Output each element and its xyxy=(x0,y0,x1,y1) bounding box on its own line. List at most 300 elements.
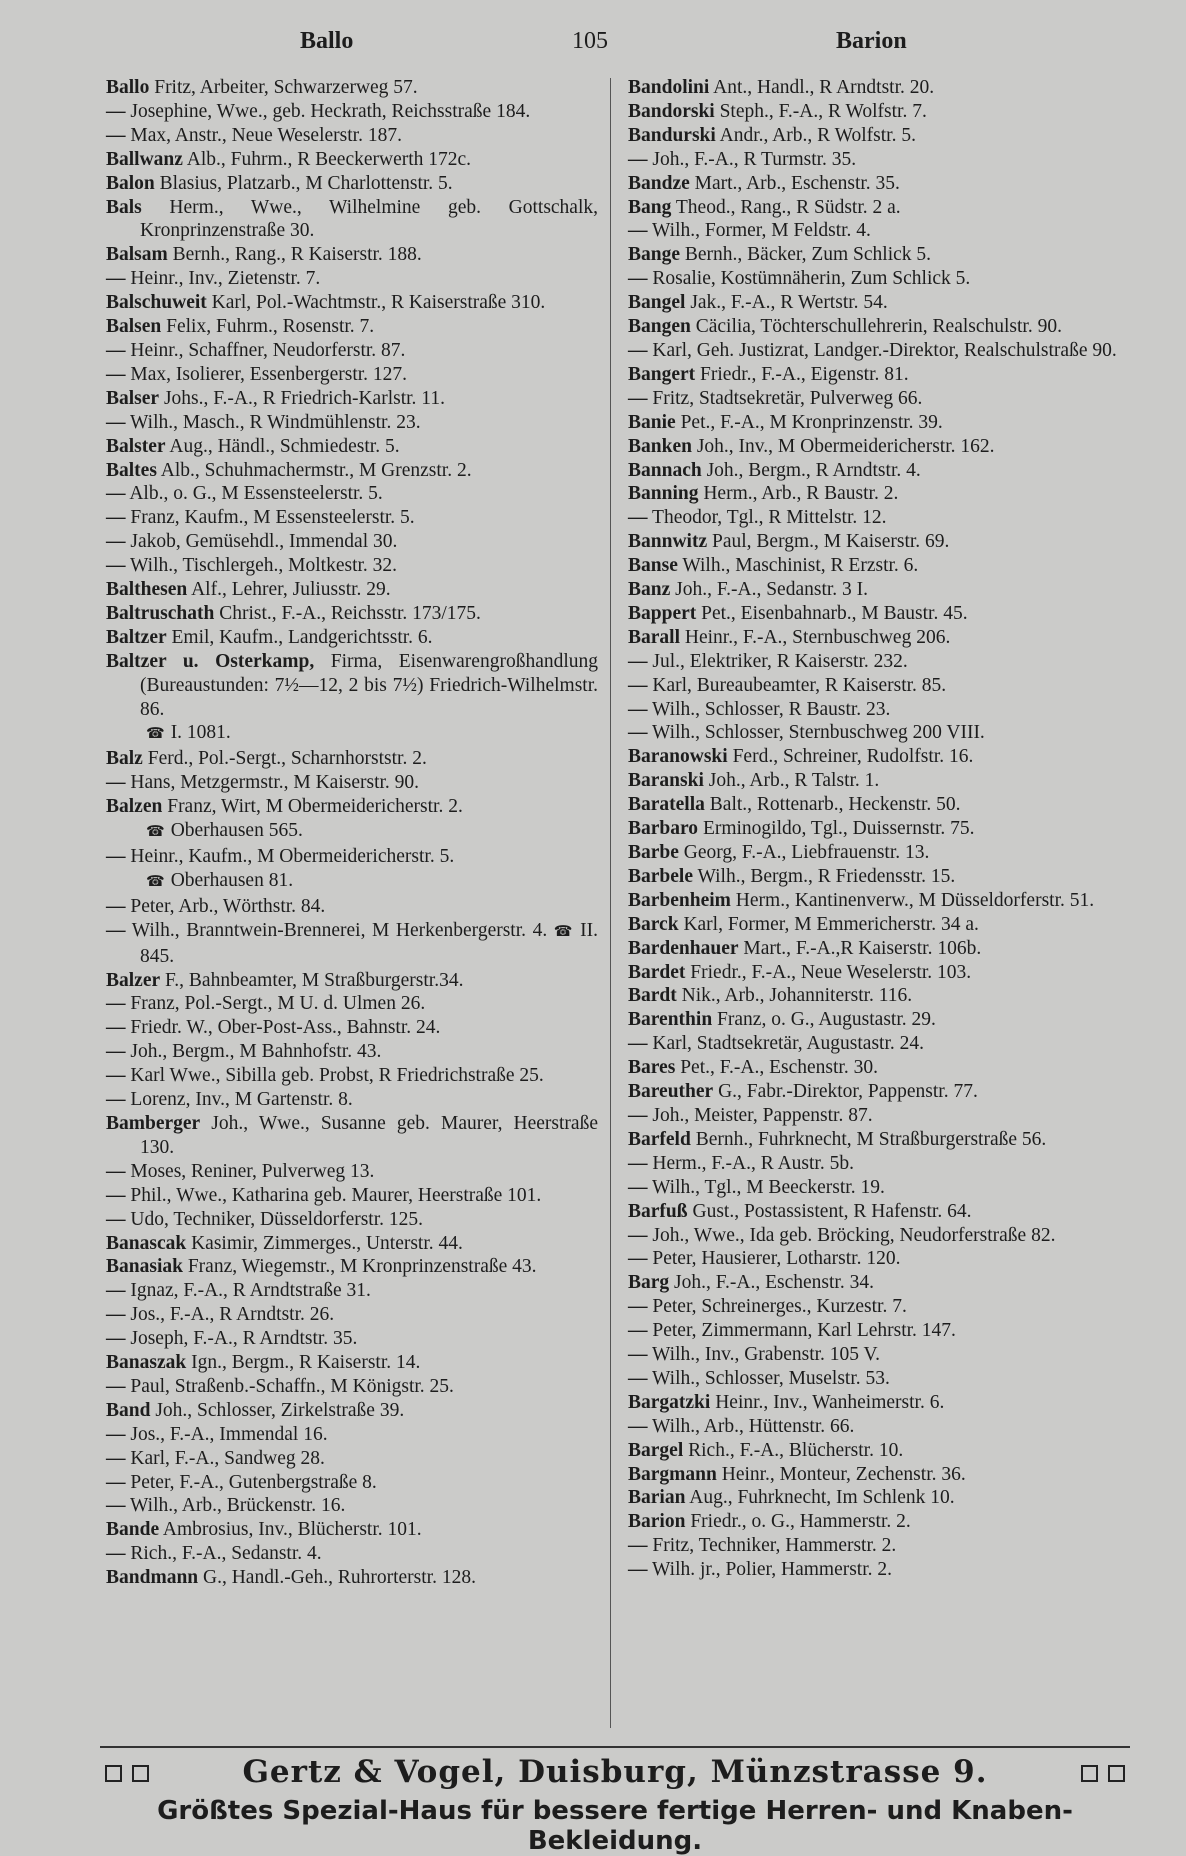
entry-details: Wilh., Schlosser, Sternbuschweg 200 VIII. xyxy=(652,722,985,744)
directory-entry xyxy=(628,721,1120,745)
header-first-entry: Ballo xyxy=(300,28,354,54)
entry-details: Joh., Bergm., M Bahnhofstr. 43. xyxy=(130,1041,382,1063)
entry-details: Paul, Bergm., M Kaiserstr. 69. xyxy=(711,531,950,553)
directory-entry xyxy=(106,1232,598,1256)
directory-entry xyxy=(628,674,1120,698)
entry-details: Karl, Geh. Justizrat, Landger.-Direktor, Realschulstraße 90. xyxy=(652,339,1117,361)
directory-entry xyxy=(106,1088,598,1112)
directory-entry xyxy=(628,506,1120,530)
entry-details: Firma, Eisenwarengroßhandlung (Bureaustunden: 7½—12, 2 bis 7½) Friedrich-Wilhelmstr. 86. xyxy=(140,650,599,720)
entry-surname: Banasiak xyxy=(106,1256,183,1278)
entry-details: Johs., F.-A., R Friedrich-Karlstr. 11. xyxy=(163,387,445,409)
entry-surname: Bardt xyxy=(628,985,677,1007)
entry-details: Max, Anstr., Neue Weselerstr. 187. xyxy=(130,124,402,146)
entry-surname: Bappert xyxy=(628,602,697,624)
entry-surname: Ballwanz xyxy=(106,148,183,170)
entry-details: Herm., Arb., R Baustr. 2. xyxy=(703,483,899,505)
entry-surname: — xyxy=(106,1017,126,1039)
directory-entry xyxy=(628,1056,1120,1080)
entry-surname: Bals xyxy=(106,196,142,218)
entry-surname: Bangen xyxy=(628,316,691,338)
telephone-icon: ☎ xyxy=(146,873,165,890)
directory-entry xyxy=(628,482,1120,506)
entry-surname: — xyxy=(106,1280,126,1302)
directory-entry xyxy=(106,1016,598,1040)
entry-surname: Bardenhauer xyxy=(628,937,739,959)
entry-surname: Bareuther xyxy=(628,1081,714,1103)
directory-entry xyxy=(628,363,1120,387)
entry-surname: Barbenheim xyxy=(628,889,731,911)
box-ornaments-right xyxy=(1076,1754,1130,1790)
directory-entry xyxy=(106,459,598,483)
entry-details: Pet., Eisenbahnarb., M Baustr. 45. xyxy=(701,602,968,624)
phone-number: Oberhausen 81. xyxy=(170,869,294,891)
entry-details: Joseph, F.-A., R Arndtstr. 35. xyxy=(130,1328,358,1350)
entry-details: Lorenz, Inv., M Gartenstr. 8. xyxy=(130,1089,353,1111)
directory-entry xyxy=(106,1160,598,1184)
entry-details: Peter, Zimmermann, Karl Lehrstr. 147. xyxy=(652,1320,956,1342)
directory-entry xyxy=(628,865,1120,889)
directory-entry xyxy=(628,984,1120,1008)
directory-entry xyxy=(628,1295,1120,1319)
entry-details: Wilh., Arb., Hüttenstr. 66. xyxy=(652,1415,855,1437)
entry-details: Bernh., Bäcker, Zum Schlick 5. xyxy=(684,244,932,266)
entry-details: Heinr., Kaufm., M Obermeidericherstr. 5. xyxy=(130,846,455,867)
entry-surname: Band xyxy=(106,1399,151,1421)
directory-entry xyxy=(628,1032,1120,1056)
entry-surname: Bandze xyxy=(628,172,690,194)
entry-details: Joh., Wwe., Susanne geb. Maurer, Heerstraße 130. xyxy=(140,1112,598,1158)
entry-surname: — xyxy=(106,100,126,122)
directory-entry xyxy=(106,148,598,172)
directory-entry xyxy=(628,172,1120,196)
entry-surname: Bangert xyxy=(628,363,696,385)
directory-entry xyxy=(628,602,1120,626)
directory-entry xyxy=(628,1080,1120,1104)
entry-details: Jos., F.-A., R Arndtstr. 26. xyxy=(130,1304,335,1326)
directory-entry xyxy=(106,124,598,148)
entry-details: Jul., Elektriker, R Kaiserstr. 232. xyxy=(652,650,908,672)
entry-surname: Balthesen xyxy=(106,579,188,601)
box-ornaments-left xyxy=(100,1754,154,1790)
entry-details: Friedr., F.-A., Eigenstr. 81. xyxy=(700,363,909,385)
entry-surname: — xyxy=(628,507,648,529)
entry-surname: — xyxy=(106,1471,126,1493)
directory-entry xyxy=(106,919,598,969)
entry-details: Emil, Kaufm., Landgerichtsstr. 6. xyxy=(171,626,433,648)
entry-surname: Bargatzki xyxy=(628,1391,711,1413)
entry-details: Herm., Wwe., Wilhelmine geb. Gottschalk, Kronprinzenstraße 30. xyxy=(140,196,599,242)
entry-details: Franz, Wiegemstr., M Kronprinzenstraße 43. xyxy=(187,1256,537,1278)
directory-entry xyxy=(628,889,1120,913)
entry-details: Franz, Pol.-Sergt., M U. d. Ulmen 26. xyxy=(130,993,426,1015)
entry-surname: — xyxy=(106,1423,126,1445)
entry-surname: Banaszak xyxy=(106,1352,187,1374)
column-divider xyxy=(610,78,611,1728)
entry-details: Karl, Bureaubeamter, R Kaiserstr. 85. xyxy=(652,674,947,696)
entry-surname: — xyxy=(106,1375,126,1397)
right-column xyxy=(628,76,1120,1582)
phone-line xyxy=(106,869,598,895)
directory-entry xyxy=(106,1208,598,1232)
entry-surname: — xyxy=(106,993,126,1015)
directory-entry xyxy=(628,243,1120,267)
entry-surname: — xyxy=(106,124,126,146)
directory-entry xyxy=(628,1008,1120,1032)
directory-entry xyxy=(106,196,598,244)
entry-details: Peter, Schreinerges., Kurzestr. 7. xyxy=(652,1296,907,1318)
directory-entry xyxy=(628,913,1120,937)
directory-entry xyxy=(106,1064,598,1088)
directory-entry xyxy=(628,793,1120,817)
directory-entry xyxy=(628,650,1120,674)
directory-entry xyxy=(106,315,598,339)
entry-surname: Bandolini xyxy=(628,77,710,98)
entry-surname: — xyxy=(106,1543,126,1565)
entry-surname: — xyxy=(628,1224,648,1246)
entry-surname: Baranski xyxy=(628,770,704,792)
entry-surname: Barian xyxy=(628,1487,686,1509)
entry-surname: — xyxy=(106,846,126,867)
directory-entry xyxy=(106,411,598,435)
directory-entry xyxy=(106,554,598,578)
entry-details: Karl, Pol.-Wachtmstr., R Kaiserstraße 310. xyxy=(211,292,546,314)
directory-entry xyxy=(628,411,1120,435)
directory-entry xyxy=(106,530,598,554)
directory-entry xyxy=(106,1327,598,1351)
directory-entry xyxy=(106,100,598,124)
entry-details: Pet., F.-A., Eschenstr. 30. xyxy=(680,1057,878,1079)
page-header xyxy=(0,22,1186,62)
entry-details: Joh., Schlosser, Zirkelstraße 39. xyxy=(155,1399,405,1421)
directory-entry xyxy=(106,771,598,795)
entry-surname: — xyxy=(106,1447,126,1469)
directory-entry xyxy=(628,1247,1120,1271)
entry-details: Georg, F.-A., Liebfrauenstr. 13. xyxy=(683,842,930,863)
directory-entry xyxy=(628,1200,1120,1224)
entry-details: Fritz, Stadtsekretär, Pulverweg 66. xyxy=(652,387,923,409)
entry-surname: Baltes xyxy=(106,459,157,481)
entry-surname: — xyxy=(628,1415,648,1437)
directory-entry xyxy=(106,1112,598,1160)
directory-entry xyxy=(106,747,598,771)
directory-entry xyxy=(106,1494,598,1518)
directory-entry xyxy=(106,1542,598,1566)
entry-surname: Bares xyxy=(628,1057,676,1079)
entry-surname: — xyxy=(628,387,648,409)
entry-surname: Banz xyxy=(628,579,671,601)
entry-surname: Banse xyxy=(628,555,678,577)
entry-surname: Banascak xyxy=(106,1232,187,1254)
phone-number: II. 845. xyxy=(140,919,599,967)
entry-surname: — xyxy=(106,411,126,433)
entry-details: Karl, F.-A., Sandweg 28. xyxy=(130,1447,325,1469)
entry-surname: Bangel xyxy=(628,292,686,314)
entry-surname: — xyxy=(106,531,126,553)
entry-surname: Baratella xyxy=(628,794,705,816)
entry-details: Joh., F.-A., Eschenstr. 34. xyxy=(674,1272,874,1294)
directory-entry xyxy=(106,969,598,993)
entry-surname: Barbaro xyxy=(628,818,699,840)
entry-details: Mart., Arb., Eschenstr. 35. xyxy=(694,172,900,194)
entry-details: Alb., Schuhmachermstr., M Grenzstr. 2. xyxy=(160,459,472,481)
entry-surname: Ballo xyxy=(106,77,150,98)
entry-details: Friedr. W., Ober-Post-Ass., Bahnstr. 24. xyxy=(130,1017,441,1039)
directory-entry xyxy=(106,1566,598,1590)
entry-surname: — xyxy=(106,1065,126,1087)
entry-surname: Baranowski xyxy=(628,746,728,768)
entry-details: Peter, Hausierer, Lotharstr. 120. xyxy=(652,1248,901,1270)
entry-surname: Barfeld xyxy=(628,1128,691,1150)
entry-surname: — xyxy=(628,698,648,720)
entry-surname: — xyxy=(106,772,126,794)
entry-surname: — xyxy=(628,1344,648,1366)
phone-line xyxy=(106,819,598,845)
entry-details: Gust., Postassistent, R Hafenstr. 64. xyxy=(692,1200,972,1222)
entry-surname: Bandurski xyxy=(628,124,716,146)
directory-entry xyxy=(106,387,598,411)
directory-entry xyxy=(628,1486,1120,1510)
entry-surname: — xyxy=(106,1208,126,1230)
advertisement-slogan: Größtes Spezial-Haus für bessere fertige Herren- und Knaben-Bekleidung. xyxy=(157,1796,1073,1856)
entry-details: G., Handl.-Geh., Ruhrorterstr. 128. xyxy=(203,1567,476,1589)
entry-details: Ambrosius, Inv., Blücherstr. 101. xyxy=(162,1519,422,1541)
entry-surname: Balschuweit xyxy=(106,292,207,314)
entry-surname: — xyxy=(106,1041,126,1063)
entry-surname: — xyxy=(628,1033,648,1055)
directory-entry xyxy=(628,1439,1120,1463)
directory-entry xyxy=(628,1271,1120,1295)
entry-surname: — xyxy=(106,1089,126,1111)
entry-surname: — xyxy=(106,1495,126,1517)
telephone-icon: ☎ xyxy=(146,824,165,841)
entry-details: Pet., F.-A., M Kronprinzenstr. 39. xyxy=(680,411,943,433)
directory-entry xyxy=(628,937,1120,961)
entry-surname: Bandmann xyxy=(106,1567,199,1589)
entry-details: Steph., F.-A., R Wolfstr. 7. xyxy=(719,100,927,122)
entry-surname: Barbe xyxy=(628,842,679,863)
entry-details: Theodor, Tgl., R Mittelstr. 12. xyxy=(652,507,887,529)
entry-details: Ferd., Pol.-Sergt., Scharnhorststr. 2. xyxy=(147,748,427,770)
directory-entry xyxy=(628,387,1120,411)
directory-entry xyxy=(106,1518,598,1542)
entry-details: Ferd., Schreiner, Rudolfstr. 16. xyxy=(732,746,974,768)
directory-entry xyxy=(628,291,1120,315)
entry-details: Alb., o. G., M Essensteelerstr. 5. xyxy=(129,483,383,505)
telephone-icon: ☎ xyxy=(553,923,575,940)
directory-entry xyxy=(106,76,598,100)
entry-surname: Barbele xyxy=(628,865,693,887)
directory-entry xyxy=(106,1184,598,1208)
entry-details: Jos., F.-A., Immendal 16. xyxy=(130,1423,328,1445)
directory-entry xyxy=(628,745,1120,769)
entry-details: Joh., Arb., R Talstr. 1. xyxy=(708,770,880,792)
entry-details: Wilh., Schlosser, Muselstr. 53. xyxy=(652,1367,890,1389)
entry-details: Kasimir, Zimmerges., Unterstr. 44. xyxy=(191,1232,463,1254)
entry-details: Nik., Arb., Johanniterstr. 116. xyxy=(681,985,913,1007)
entry-surname: Balsen xyxy=(106,316,162,338)
directory-entry xyxy=(628,1152,1120,1176)
directory-entry xyxy=(628,435,1120,459)
entry-details: Andr., Arb., R Wolfstr. 5. xyxy=(719,124,916,146)
entry-details: Rich., F.-A., Blücherstr. 10. xyxy=(688,1439,904,1461)
entry-surname: Bargel xyxy=(628,1439,684,1461)
directory-entry xyxy=(628,1176,1120,1200)
entry-surname: — xyxy=(628,148,648,170)
entry-surname: — xyxy=(628,1296,648,1318)
entry-details: Moses, Reniner, Pulverweg 13. xyxy=(130,1160,375,1182)
entry-surname: Banken xyxy=(628,435,692,457)
phone-line xyxy=(106,721,598,747)
entry-details: Karl, Stadtsekretär, Augustastr. 24. xyxy=(652,1033,925,1055)
entry-surname: Bannach xyxy=(628,459,702,481)
directory-entry xyxy=(628,339,1120,363)
left-column xyxy=(106,76,598,1590)
entry-details: Franz, o. G., Augustastr. 29. xyxy=(717,1009,936,1031)
directory-entry xyxy=(106,1375,598,1399)
directory-entry xyxy=(628,698,1120,722)
directory-entry xyxy=(106,602,598,626)
entry-details: Wilh., Maschinist, R Erzstr. 6. xyxy=(682,555,919,577)
entry-surname: — xyxy=(106,339,126,361)
directory-entry xyxy=(106,845,598,869)
directory-entry xyxy=(106,1399,598,1423)
entry-surname: — xyxy=(628,1104,648,1126)
directory-entry xyxy=(106,626,598,650)
directory-entry xyxy=(106,1351,598,1375)
directory-entry xyxy=(106,243,598,267)
entry-surname: — xyxy=(628,1152,648,1174)
entry-surname: — xyxy=(628,339,648,361)
directory-entry xyxy=(106,1279,598,1303)
entry-details: Fritz, Arbeiter, Schwarzerweg 57. xyxy=(154,77,418,98)
directory-entry xyxy=(106,482,598,506)
entry-surname: — xyxy=(106,363,126,385)
entry-details: Blasius, Platzarb., M Charlottenstr. 5. xyxy=(159,172,453,194)
entry-details: Wilh. jr., Polier, Hammerstr. 2. xyxy=(652,1559,893,1581)
directory-entry xyxy=(628,530,1120,554)
entry-details: Bernh., Fuhrknecht, M Straßburgerstraße 56. xyxy=(695,1128,1047,1150)
entry-details: Heinr., F.-A., Sternbuschweg 206. xyxy=(684,626,951,648)
directory-entry xyxy=(628,817,1120,841)
entry-surname: Balz xyxy=(106,748,143,770)
entry-details: Friedr., o. G., Hammerstr. 2. xyxy=(690,1511,911,1533)
directory-entry xyxy=(628,961,1120,985)
entry-surname: — xyxy=(628,722,648,744)
entry-surname: — xyxy=(106,895,126,917)
entry-surname: — xyxy=(106,483,126,505)
entry-surname: Bandorski xyxy=(628,100,715,122)
entry-details: Rich., F.-A., Sedanstr. 4. xyxy=(130,1543,322,1565)
entry-surname: — xyxy=(106,919,126,941)
entry-details: Christ., F.-A., Reichsstr. 173/175. xyxy=(219,602,481,624)
entry-surname: Balsam xyxy=(106,244,168,266)
entry-surname: — xyxy=(106,1328,126,1350)
directory-entry xyxy=(106,172,598,196)
directory-entry xyxy=(628,1319,1120,1343)
directory-entry xyxy=(628,148,1120,172)
directory-entry xyxy=(628,1128,1120,1152)
entry-details: Karl, Former, M Emmericherstr. 34 a. xyxy=(683,913,979,935)
directory-entry xyxy=(106,363,598,387)
directory-entry xyxy=(628,769,1120,793)
entry-details: Paul, Straßenb.-Schaffn., M Königstr. 25. xyxy=(130,1375,454,1397)
directory-entry xyxy=(628,76,1120,100)
entry-details: Heinr., Inv., Zietenstr. 7. xyxy=(130,268,321,290)
entry-surname: — xyxy=(106,507,126,529)
entry-surname: Barck xyxy=(628,913,679,935)
entry-surname: Balzer xyxy=(106,969,161,991)
directory-entry xyxy=(106,435,598,459)
directory-entry xyxy=(106,650,598,722)
entry-surname: — xyxy=(628,1367,648,1389)
entry-details: Wilh., Inv., Grabenstr. 105 V. xyxy=(652,1344,880,1366)
entry-surname: Banie xyxy=(628,411,676,433)
entry-details: Wilh., Schlosser, R Baustr. 23. xyxy=(652,698,891,720)
entry-surname: Baltzer u. Osterkamp, xyxy=(106,650,315,672)
entry-surname: Barfuß xyxy=(628,1200,688,1222)
directory-entry xyxy=(106,795,598,819)
directory-entry xyxy=(628,1534,1120,1558)
directory-entry xyxy=(628,578,1120,602)
directory-entry xyxy=(628,219,1120,243)
entry-details: Friedr., F.-A., Neue Weselerstr. 103. xyxy=(690,961,972,983)
entry-surname: Barion xyxy=(628,1511,686,1533)
advertiser-name: Gertz & Vogel, Duisburg, Münzstrasse 9. xyxy=(242,1754,988,1790)
entry-details: Jak., F.-A., R Wertstr. 54. xyxy=(690,292,888,314)
entry-details: F., Bahnbeamter, M Straßburgerstr.34. xyxy=(165,969,464,991)
directory-entry xyxy=(106,895,598,919)
entry-surname: — xyxy=(106,1184,126,1206)
directory-entry xyxy=(628,1463,1120,1487)
directory-entry xyxy=(106,267,598,291)
directory-entry xyxy=(106,291,598,315)
entry-details: Cäcilia, Töchterschullehrerin, Realschulstr. 90. xyxy=(695,316,1062,338)
entry-details: Hans, Metzgermstr., M Kaiserstr. 90. xyxy=(130,772,420,794)
directory-entry xyxy=(628,1224,1120,1248)
entry-surname: Bang xyxy=(628,196,672,218)
entry-details: Heinr., Inv., Wanheimerstr. 6. xyxy=(715,1391,945,1413)
entry-details: G., Fabr.-Direktor, Pappenstr. 77. xyxy=(718,1081,978,1103)
directory-entry xyxy=(628,100,1120,124)
entry-details: Peter, Arb., Wörthstr. 84. xyxy=(130,895,326,917)
entry-details: Phil., Wwe., Katharina geb. Maurer, Heerstraße 101. xyxy=(130,1184,542,1206)
entry-details: Josephine, Wwe., geb. Heckrath, Reichsstraße 184. xyxy=(130,100,531,122)
directory-entry xyxy=(628,626,1120,650)
entry-details: Joh., Meister, Pappenstr. 87. xyxy=(652,1104,873,1126)
entry-details: Erminogildo, Tgl., Duissernstr. 75. xyxy=(702,818,975,840)
entry-surname: Baltruschath xyxy=(106,602,215,624)
telephone-icon: ☎ xyxy=(146,726,165,743)
entry-surname: Balzen xyxy=(106,796,163,818)
directory-entry xyxy=(106,1040,598,1064)
entry-details: Ign., Bergm., R Kaiserstr. 14. xyxy=(191,1352,421,1374)
entry-details: Joh., Bergm., R Arndtstr. 4. xyxy=(706,459,921,481)
directory-entry xyxy=(628,196,1120,220)
entry-details: Balt., Rottenarb., Heckenstr. 50. xyxy=(709,794,961,816)
entry-surname: — xyxy=(628,1535,648,1557)
entry-surname: — xyxy=(628,1559,648,1581)
directory-entry xyxy=(628,1415,1120,1439)
entry-details: Wilh., Arb., Brückenstr. 16. xyxy=(130,1495,346,1517)
directory-entry xyxy=(628,1558,1120,1582)
advertisement-footer xyxy=(100,1746,1130,1856)
entry-surname: Balster xyxy=(106,435,166,457)
directory-entry xyxy=(106,1423,598,1447)
entry-surname: Bargmann xyxy=(628,1463,717,1485)
directory-entry xyxy=(106,1303,598,1327)
entry-details: Felix, Fuhrm., Rosenstr. 7. xyxy=(166,316,375,338)
